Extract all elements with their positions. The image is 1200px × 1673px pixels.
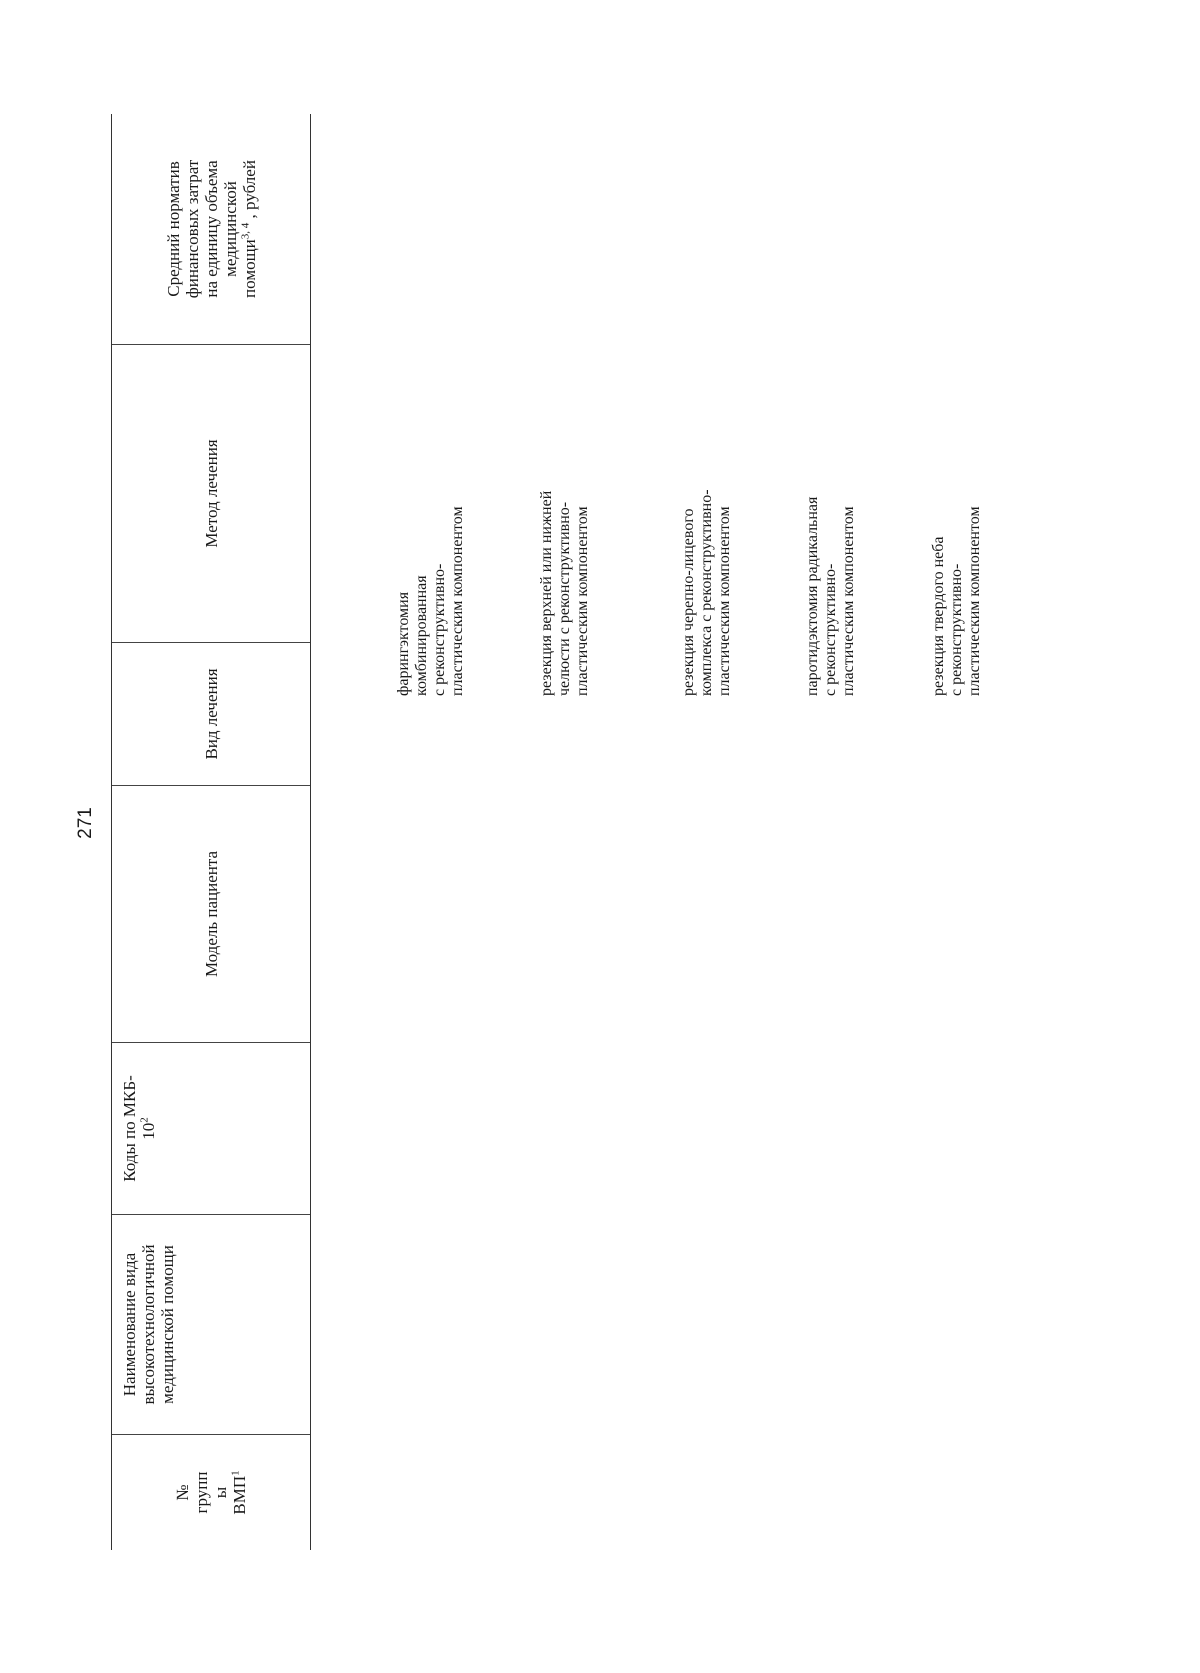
- treatment-method-item: резекция черепно-лицевого комплекса с реконструктивно- пластическим компонентом: [680, 489, 733, 696]
- header-icd-codes: Коды по МКБ- $10^2$: [112, 1043, 310, 1215]
- header-treatment-type: Вид лечения: [112, 643, 310, 786]
- header-group-number: № групп ы ВМП$^1$: [173, 1470, 249, 1515]
- treatment-method-item: фарингэктомия комбинированная с реконструктивно- пластическим компонентом: [395, 506, 466, 696]
- treatment-method-item: паротидэктомия радикальная с реконструктивно- пластическим компонентом: [804, 496, 857, 696]
- table-header: [111, 114, 311, 1550]
- page-number: 271: [75, 807, 96, 839]
- header-treatment-method: Метод лечения: [112, 345, 310, 643]
- header-cost-standard: Средний норматив финансовых затрат на единицу объема медицинской помощи$^{3, 4}$ , рублей: [112, 114, 310, 345]
- header-patient-model: Модель пациента: [112, 786, 310, 1043]
- header-vmp-name: Наименование вида высокотехнологичной медицинской помощи: [112, 1215, 310, 1435]
- rotated-page: [0, 33, 1200, 1613]
- treatment-method-item: резекция твердого неба с реконструктивно- пластическим компонентом: [930, 506, 983, 696]
- treatment-method-item: резекция верхней или нижней челюсти с реконструктивно- пластическим компонентом: [538, 490, 591, 696]
